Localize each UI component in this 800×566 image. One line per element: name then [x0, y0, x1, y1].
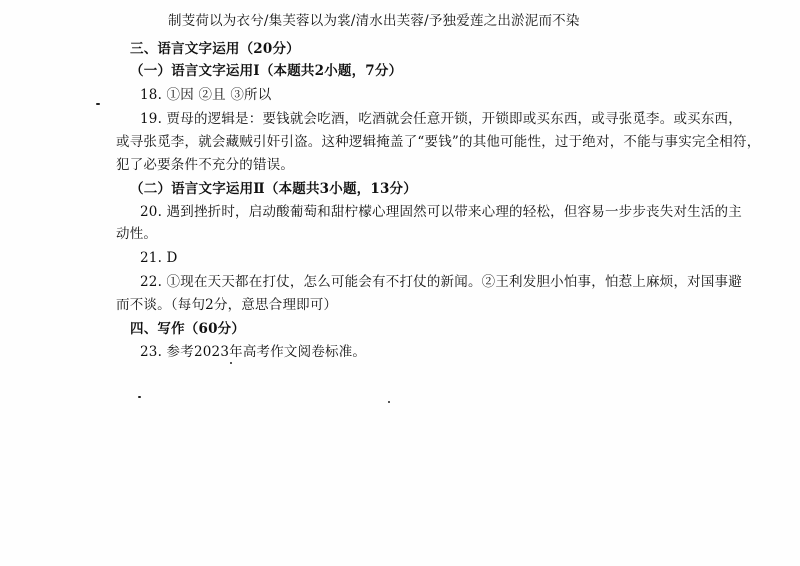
answer-18: 18. ①因 ②且 ③所以 [140, 87, 272, 103]
line-poem-answers: 制芰荷以为衣兮/集芙蓉以为裳/清水出芙蓉/予独爱莲之出淤泥而不染 [168, 13, 580, 29]
subsection-heading-language-use-1: （一）语言文字运用Ⅰ（本题共2小题，7分） [130, 63, 403, 79]
answer-20-line-2: 动性。 [116, 226, 158, 242]
section-heading-language-use: 三、语言文字运用（20分） [130, 41, 300, 57]
answer-23: 23. 参考2023年高考作文阅卷标准。 [140, 344, 367, 360]
scan-speck [230, 362, 232, 364]
section-heading-writing: 四、写作（60分） [130, 321, 246, 337]
answer-22-line-2: 而不谈。（每句2分，意思合理即可） [116, 297, 338, 313]
answer-22-line-1: 22. ①现在天天都在打仗，怎么可能会有不打仗的新闻。②王利发胆小怕事，怕惹上麻烦，对国事避 [140, 274, 742, 290]
scan-speck [138, 396, 141, 398]
scan-speck [388, 401, 390, 403]
subsection-heading-language-use-2: （二）语言文字运用Ⅱ（本题共3小题，13分） [130, 181, 417, 197]
answer-19-line-1: 19. 贾母的逻辑是：要钱就会吃酒，吃酒就会任意开锁，开锁即或买东西，或寻张觅李。或买东西， [140, 111, 742, 127]
answer-21: 21. D [140, 250, 178, 266]
scan-speck [96, 103, 100, 105]
answer-20-line-1: 20. 遇到挫折时，启动酸葡萄和甜柠檬心理固然可以带来心理的轻松，但容易一步步丧失对生活的主 [140, 204, 742, 220]
answer-19-line-3: 犯了必要条件不充分的错误。 [116, 157, 295, 173]
answer-19-line-2: 或寻张觅李，就会藏贼引奸引盗。这种逻辑掩盖了“要钱”的其他可能性，过于绝对，不能与事实完全相符， [116, 134, 761, 150]
